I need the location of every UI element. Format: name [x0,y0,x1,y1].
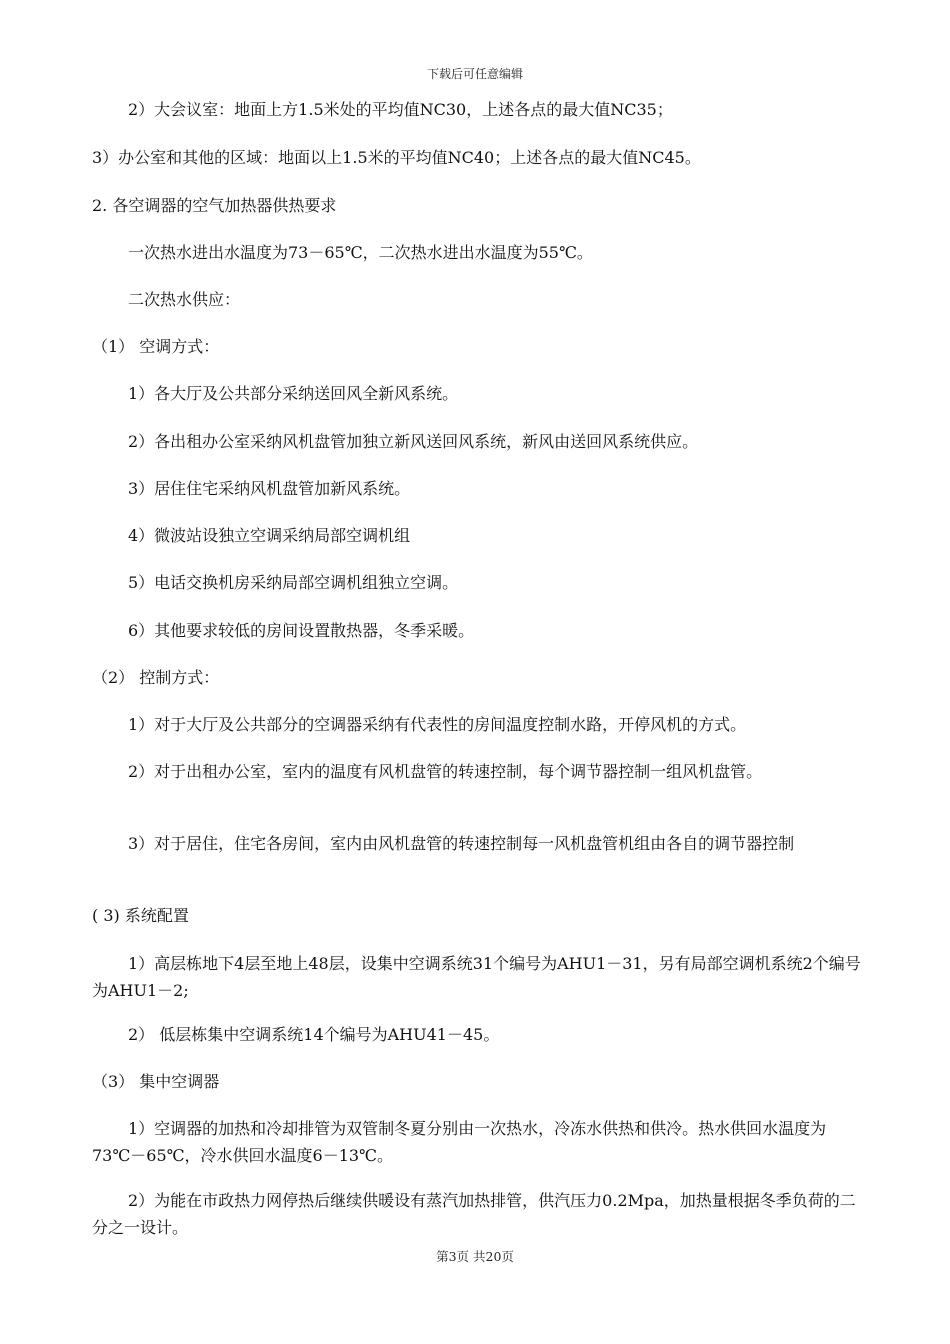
paragraph-16: 3）对于居住，住宅各房间，室内由风机盘管的转速控制每一风机盘管机组由各自的调节器控制 [128,834,795,853]
subheading-control-mode: （2） 控制方式： [92,668,220,687]
paragraph-12: 6）其他要求较低的房间设置散热器，冬季采暖。 [128,621,475,640]
paragraph-11: 5）电话交换机房采纳局部空调机组独立空调。 [128,573,459,592]
page-header: 下载后可任意编辑 [426,67,523,81]
paragraph-5: 二次热水供应： [128,290,241,309]
paragraph-10: 4）微波站设独立空调采纳局部空调机组 [128,526,411,545]
paragraph-18: 1）高层栋地下4层至地上48层，设集中空调系统31个编号为AHU1－31，另有局部空调机系统2个编号为AHU1－2; [92,954,861,1000]
paragraph-4: 一次热水进出水温度为73－65℃，二次热水进出水温度为55℃。 [128,243,593,262]
paragraph-1: 2）大会议室：地面上方1.5米处的平均值NC30，上述各点的最大值NC35； [128,100,673,119]
paragraph-19: 2） 低层栋集中空调系统14个编号为AHU41－45。 [128,1025,500,1044]
paragraph-21: 1）空调器的加热和冷却排管为双管制冬夏分别由一次热水，冷冻水供热和供冷。热水供回水温度为73℃－65℃，冷水供回水温度6－13℃。 [92,1119,827,1165]
subheading-central-ac: （3） 集中空调器 [92,1072,220,1091]
paragraph-2: 3）办公室和其他的区域：地面以上1.5米的平均值NC40；上述各点的最大值NC45。 [92,148,701,167]
subheading-system-config: ( 3) 系统配置 [92,906,189,925]
section-heading-2: 2. 各空调器的空气加热器供热要求 [92,196,337,215]
paragraph-9: 3）居住住宅采纳风机盘管加新风系统。 [128,479,411,498]
paragraph-22: 2）为能在市政热力网停热后继续供暖设有蒸汽加热排管，供汽压力0.2Mpa，加热量根据冬季负荷的二分之一设计。 [92,1191,856,1237]
paragraph-15: 2）对于出租办公室，室内的温度有风机盘管的转速控制，每个调节器控制一组风机盘管。 [128,762,763,781]
paragraph-7: 1）各大厅及公共部分采纳送回风全新风系统。 [128,384,459,403]
paragraph-14: 1）对于大厅及公共部分的空调器采纳有代表性的房间温度控制水路，开停风机的方式。 [128,715,747,734]
subheading-ac-mode: （1） 空调方式： [92,337,220,356]
page-footer: 第3页 共20页 [436,1249,514,1264]
paragraph-8: 2）各出租办公室采纳风机盘管加独立新风送回风系统，新风由送回风系统供应。 [128,432,699,451]
